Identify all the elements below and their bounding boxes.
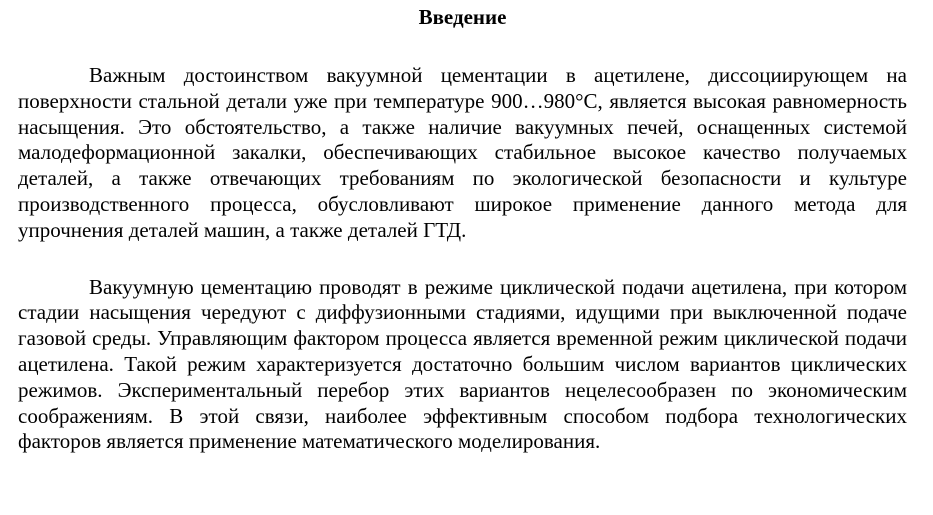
- section-title: Введение: [418, 5, 507, 29]
- paragraph-1: Важным достоинством вакуумной цементации в ацетилене, диссоциирующем на поверхности стальной детали уже при температуре 900…980°С, является высокая равномерность насыщения. Это обстоятельство, а также наличие вакуумных печей, оснащенных системой малодеформационной закалки, обеспечивающих стабильное высокое качество получаемых деталей, а также отвечающих требованиям по экологической безопасности и культуре производственного процесса, обусловливают широкое применение данного метода для упрочнения деталей машин, а также деталей ГТД.: [18, 63, 907, 242]
- document-page: [18, 0, 907, 455]
- paragraph-2: Вакуумную цементацию проводят в режиме циклической подачи ацетилена, при котором стадии насыщения чередуют с диффузионными стадиями, идущими при выключенной подаче газовой среды. Управляющим фактором процесса является временной режим циклической подачи ацетилена. Такой режим характеризуется достаточно большим числом вариантов циклических режимов. Экспериментальный перебор этих вариантов нецелесообразен по экономическим соображениям. В этой связи, наиболее эффективным способом подбора технологических факторов является применение математического моделирования.: [18, 274, 907, 454]
